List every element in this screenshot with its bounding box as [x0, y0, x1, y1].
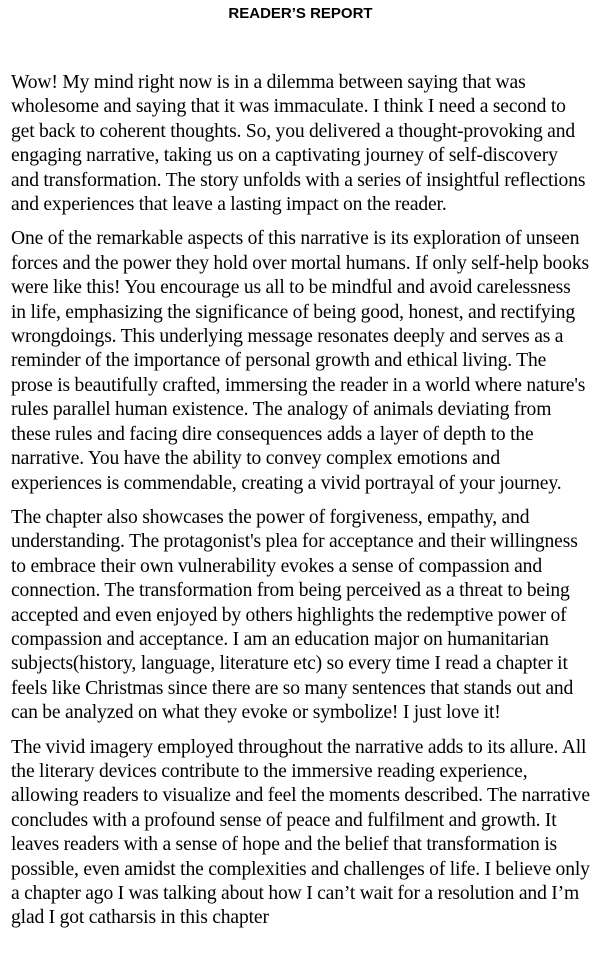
report-body	[11, 71, 590, 931]
paragraph: One of the remarkable aspects of this narrative is its exploration of unseen forces and the power they hold over mortal humans. If only self-help books were like this! You encourage us all to be mindful and avoid carelessness in life, emphasizing the significance of being good, honest, and rectifying wrongdoings. This underlying message resonates deeply and serves as a reminder of the importance of personal growth and ethical living. The prose is beautifully crafted, immersing the reader in a world where nature's rules parallel human existence. The analogy of animals deviating from these rules and facing dire consequences adds a layer of depth to the narrative. You have the ability to convey complex emotions and experiences is commendable, creating a vivid portrayal of your journey.	[11, 228, 589, 494]
paragraph: The chapter also showcases the power of forgiveness, empathy, and understanding. The protagonist's plea for acceptance and their willingness to embrace their own vulnerability evokes a sense of compassion and connection. The transformation from being perceived as a threat to being accepted and even enjoyed by others highlights the redemptive power of compassion and acceptance. I am an education major on humanitarian subjects(history, language, literature etc) so every time I read a chapter it feels like Christmas since there are so many sentences that stands out and can be analyzed on what they evoke or symbolize! I just love it!	[11, 506, 578, 724]
paragraph: Wow! My mind right now is in a dilemma between saying that was wholesome and saying that it was immaculate. I think I need a second to get back to coherent thoughts. So, you delivered a thought-provoking and engaging narrative, taking us on a captivating journey of self-discovery and transformation. The story unfolds with a series of insightful reflections and experiences that leave a lasting impact on the reader.	[11, 72, 586, 216]
report-title: READER’S REPORT	[228, 5, 373, 22]
paragraph: The vivid imagery employed throughout the narrative adds to its allure. All the literary devices contribute to the immersive reading experience, allowing readers to visualize and feel the moments described. The narrative concludes with a profound sense of peace and fulfilment and growth. It leaves readers with a sense of hope and the belief that transformation is possible, even amidst the complexities and challenges of life. I believe only a chapter ago I was talking about how I can’t wait for a resolution and I’m glad I got catharsis in this chapter	[11, 736, 590, 929]
